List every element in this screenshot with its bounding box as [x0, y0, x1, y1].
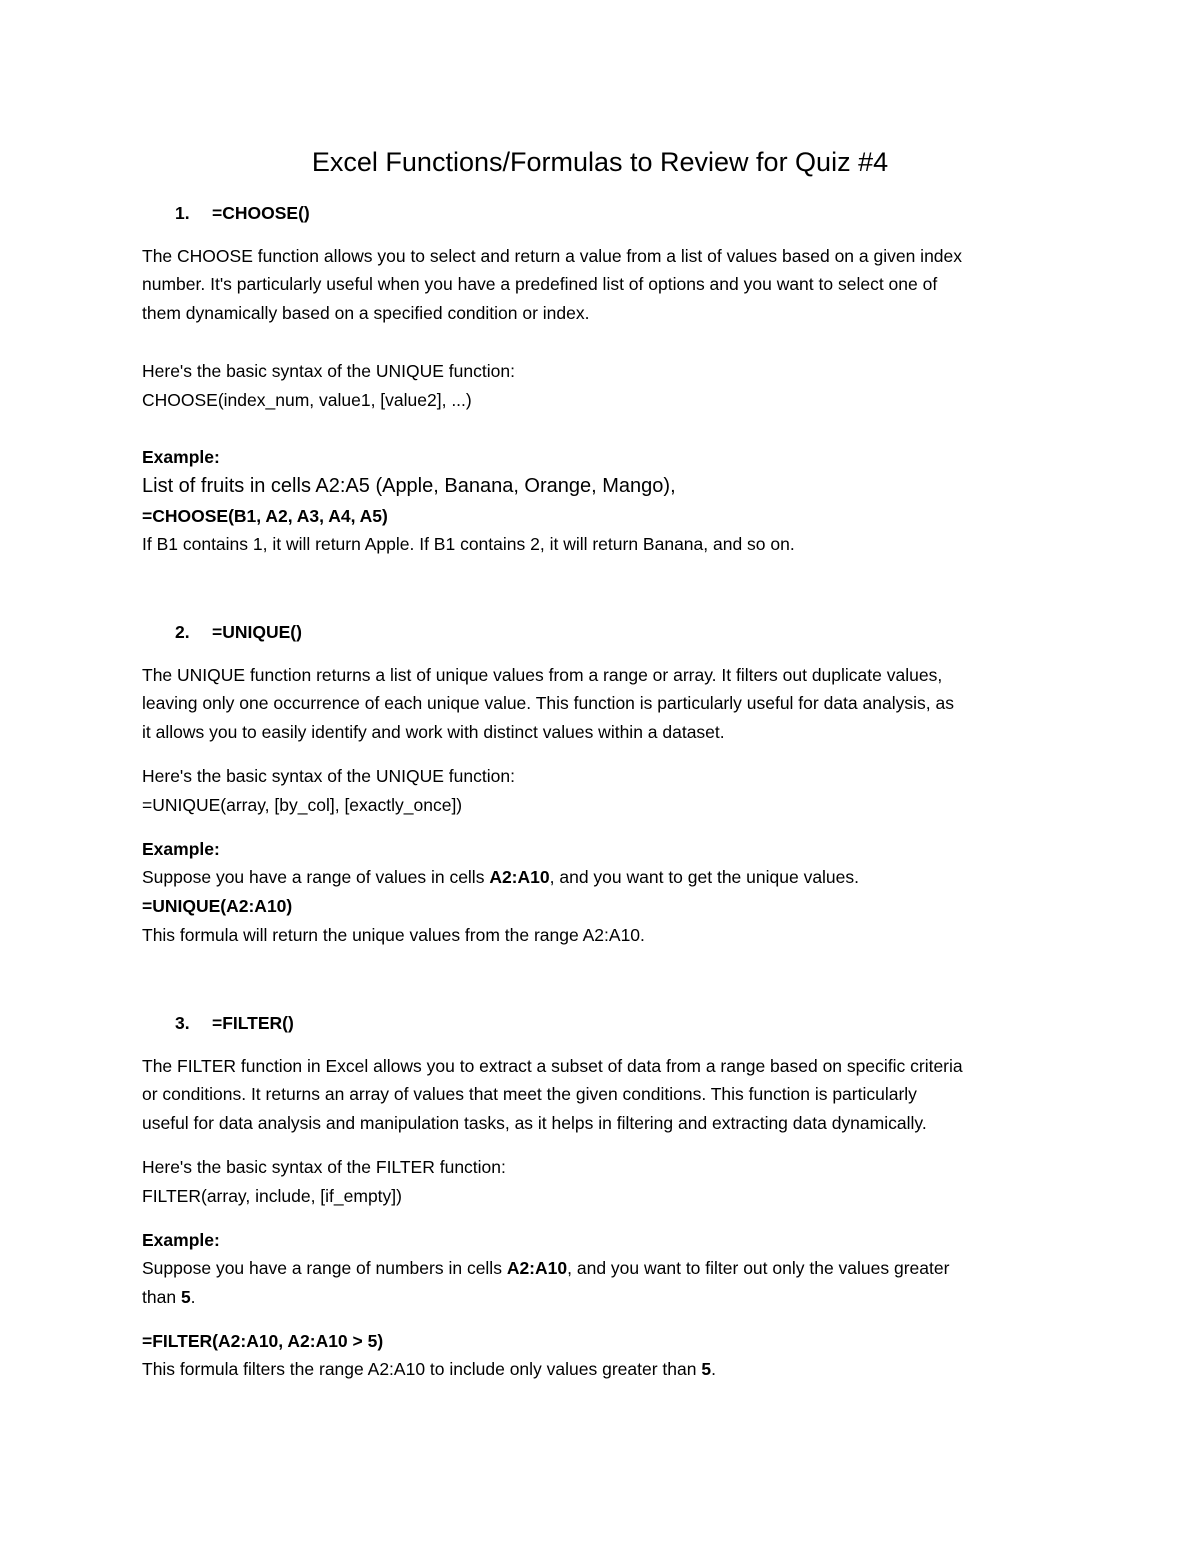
description-line: it allows you to easily identify and work with distinct values within a dataset.: [142, 722, 725, 742]
example-setup-text: .: [190, 1287, 196, 1307]
syntax-text: CHOOSE(index_num, value1, [value2], ...): [142, 390, 472, 410]
example-setup-continued: [142, 1286, 196, 1308]
example-result: [142, 1358, 716, 1380]
section-function-name: =CHOOSE(): [212, 203, 310, 223]
syntax-text: =UNIQUE(array, [by_col], [exactly_once]): [142, 795, 463, 815]
example-label: Example:: [142, 447, 220, 467]
syntax-intro: Here's the basic syntax of the UNIQUE function:: [142, 361, 515, 381]
example-setup-text: , and you want to filter out only the values greater: [567, 1258, 950, 1278]
example-label: Example:: [142, 839, 220, 859]
example-setup-text: Suppose you have a range of values in cells: [142, 867, 490, 887]
section-function-name: =FILTER(): [212, 1013, 294, 1033]
example-label: Example:: [142, 1230, 220, 1250]
example-setup-text: Suppose you have a range of numbers in cells: [142, 1258, 507, 1278]
section-number: 2.: [175, 622, 190, 642]
example-formula: =FILTER(A2:A10, A2:A10 > 5): [142, 1331, 384, 1351]
example-result-text: This formula filters the range A2:A10 to include only values greater than: [142, 1359, 702, 1379]
example-formula: =CHOOSE(B1, A2, A3, A4, A5): [142, 506, 388, 526]
description-line: number. It's particularly useful when you have a predefined list of options and you want to select one of: [142, 274, 938, 294]
description-line: The FILTER function in Excel allows you to extract a subset of data from a range based on specific criteria: [142, 1056, 963, 1076]
example-result: If B1 contains 1, it will return Apple. If B1 contains 2, it will return Banana, and so on.: [142, 534, 795, 554]
example-setup: [142, 866, 859, 888]
example-result-text: .: [711, 1359, 716, 1379]
description-line: The UNIQUE function returns a list of unique values from a range or array. It filters out duplicate values,: [142, 665, 943, 685]
section-function-name: =UNIQUE(): [212, 622, 302, 642]
syntax-intro: Here's the basic syntax of the FILTER function:: [142, 1157, 506, 1177]
description-line: useful for data analysis and manipulation tasks, as it helps in filtering and extracting data dynamically.: [142, 1113, 927, 1133]
example-range: A2:A10: [506, 1258, 568, 1278]
syntax-intro: Here's the basic syntax of the UNIQUE function:: [142, 766, 515, 786]
example-threshold: 5: [701, 1359, 712, 1379]
description-line: or conditions. It returns an array of values that meet the given conditions. This function is particularly: [142, 1084, 917, 1104]
example-setup: [142, 1257, 949, 1279]
example-setup-text: than: [142, 1287, 181, 1307]
example-setup: List of fruits in cells A2:A5 (Apple, Banana, Orange, Mango),: [142, 475, 676, 497]
syntax-text: FILTER(array, include, [if_empty]): [142, 1186, 402, 1206]
section-number: 3.: [175, 1013, 190, 1033]
description-line: them dynamically based on a specified condition or index.: [142, 303, 590, 323]
document-title: Excel Functions/Formulas to Review for Quiz #4: [311, 147, 889, 177]
example-setup-text: , and you want to get the unique values.: [549, 867, 860, 887]
example-formula: =UNIQUE(A2:A10): [142, 896, 293, 916]
example-result: This formula will return the unique values from the range A2:A10.: [142, 925, 645, 945]
description-line: leaving only one occurrence of each unique value. This function is particularly useful for data analysis, as: [142, 693, 954, 713]
example-range: A2:A10: [489, 867, 550, 887]
example-threshold: 5: [180, 1287, 191, 1307]
description-line: The CHOOSE function allows you to select and return a value from a list of values based on a given index: [142, 246, 963, 266]
section-number: 1.: [175, 203, 190, 223]
